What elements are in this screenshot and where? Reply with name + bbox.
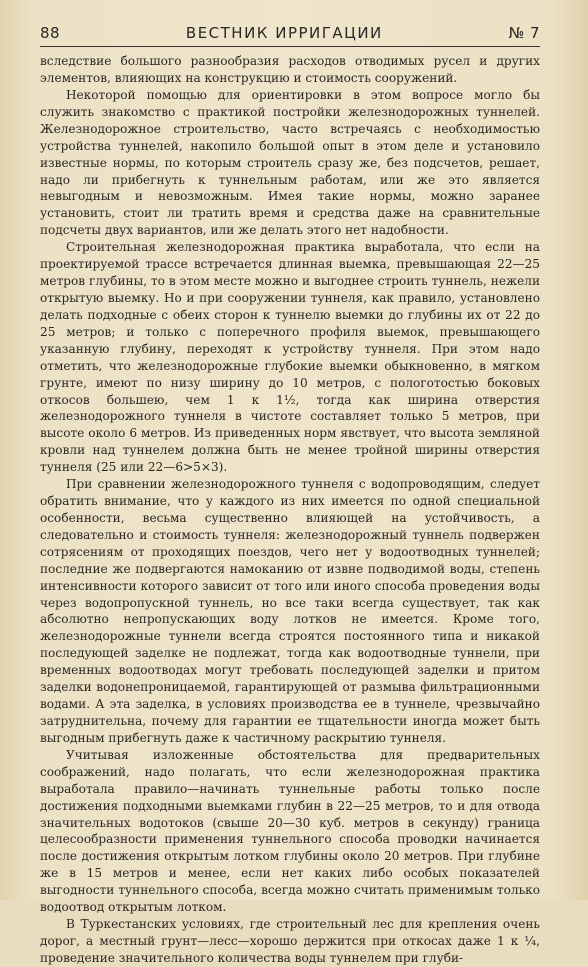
article-body: [40, 53, 540, 967]
page-header: [40, 24, 540, 47]
paragraph-comparison: При сравнении железнодорожного туннеля с водопроводящим, следует обратить внимание, что у каждого из них имеется по одной специальной особенности, весьма существенно влияющей на устойчивость, а следовательно и стоимость туннеля: железнодорожный туннель подвержен сотрясениям от проходящих поездов, чего нет у водоотводных туннелей; последние же подвергаются намоканию от извне подводимой воды, степень интенсивности которого зависит от того или иного способа проведения воды через водопропускной туннель, но все таки всегда существует, так как абсолютно непропускающих воду лотков не имеется. Кроме того, железнодорожные туннели всегда строятся постоянного типа и никакой последующей заделке не подлежат, тогда как водоотводные туннели, при временных водоотводах могут требовать последующей заделки и притом заделки водонепроницаемой, гарантирующей от размыва фильтрационными водами. А эта заделка, в условиях производства ее в туннеле, чрезвычайно затруднительна, почему для гарантии ее тщательности иногда может быть выгодным прибегнуть даже к частичному раскрытию туннеля.: [40, 477, 540, 745]
issue-number: № 7: [508, 24, 540, 42]
paragraph-turkestan: В Туркестанских условиях, где строительный лес для крепления очень дорог, а местный грунт—лесс—хорошо держится при откосах даже 1 к ¼, проведение значительного количества воды туннелем при глуби-: [40, 917, 540, 965]
paragraph-continuation: вследствие большого разнообразия расходов отводимых русел и других элементов, влияющих на конструкцию и стоимость сооружений.: [40, 54, 540, 85]
page-number: 88: [40, 24, 61, 42]
journal-title: ВЕСТНИК ИРРИГАЦИИ: [185, 24, 383, 42]
paragraph-railway-norms: Строительная железнодорожная практика выработала, что если на проектируемой трассе встречается длинная выемка, превышающая 22—25 метров глубины, то в этом месте можно и выгоднее строить туннель, нежели открытую выемку. Но и при сооружении туннеля, как правило, установлено делать подходные с обеих сторон к туннелю выемки до глубины их от 22 до 25 метров; и только с поперечного профиля выемок, превышающего указанную глубину, переходят к устройству туннеля. При этом надо отметить, что железнодорожные глубокие выемки обыкновенно, в мягком грунте, имеют по низу ширину до 10 метров, с пологотостью боковых откосов большею, чем 1 к 1½, тогда как ширина отверстия железнодорожного туннеля в чистоте составляет только 5 метров, при высоте около 6 метров. Из приведенных норм явствует, что высота земляной кровли над туннелем должна быть не менее тройной ширины отверстия туннеля (25 или 22—6>5×3).: [40, 240, 540, 475]
paragraph-conclusions: Учитывая изложенные обстоятельства для предварительных соображений, надо полагать, что если железнодорожная практика выработала правило—начинать туннельные работы только после достижения подходными выемками глубин в 22—25 метров, то и для отвода значительных водотоков (свыше 20—30 куб. метров в секунду) граница целесообразности применения туннельного способа проводки начинается после достижения открытым лотком глубины около 20 метров. При глубине же в 15 метров и менее, если нет каких либо особых показателей выгодности туннельного способа, всегда можно считать применимым только водоотвод открытым лотком.: [40, 747, 540, 915]
paragraph-railway-practice: Некоторой помощью для ориентировки в этом вопросе могло бы служить знакомство с практикой постройки железнодорожных туннелей. Железнодорожное строительство, часто встречаясь с необходимостью устройства туннелей, накопило большой опыт в этом деле и установило известные нормы, по которым строитель сразу же, без подсчетов, решает, надо ли прибегнуть к туннельным работам, или же это является невыгодным и невозможным. Имея такие нормы, можно заранее установить, стоит ли тратить время и средства даже на сравнительные подсчеты двух вариантов, или же делать этого нет надобности.: [40, 88, 540, 238]
